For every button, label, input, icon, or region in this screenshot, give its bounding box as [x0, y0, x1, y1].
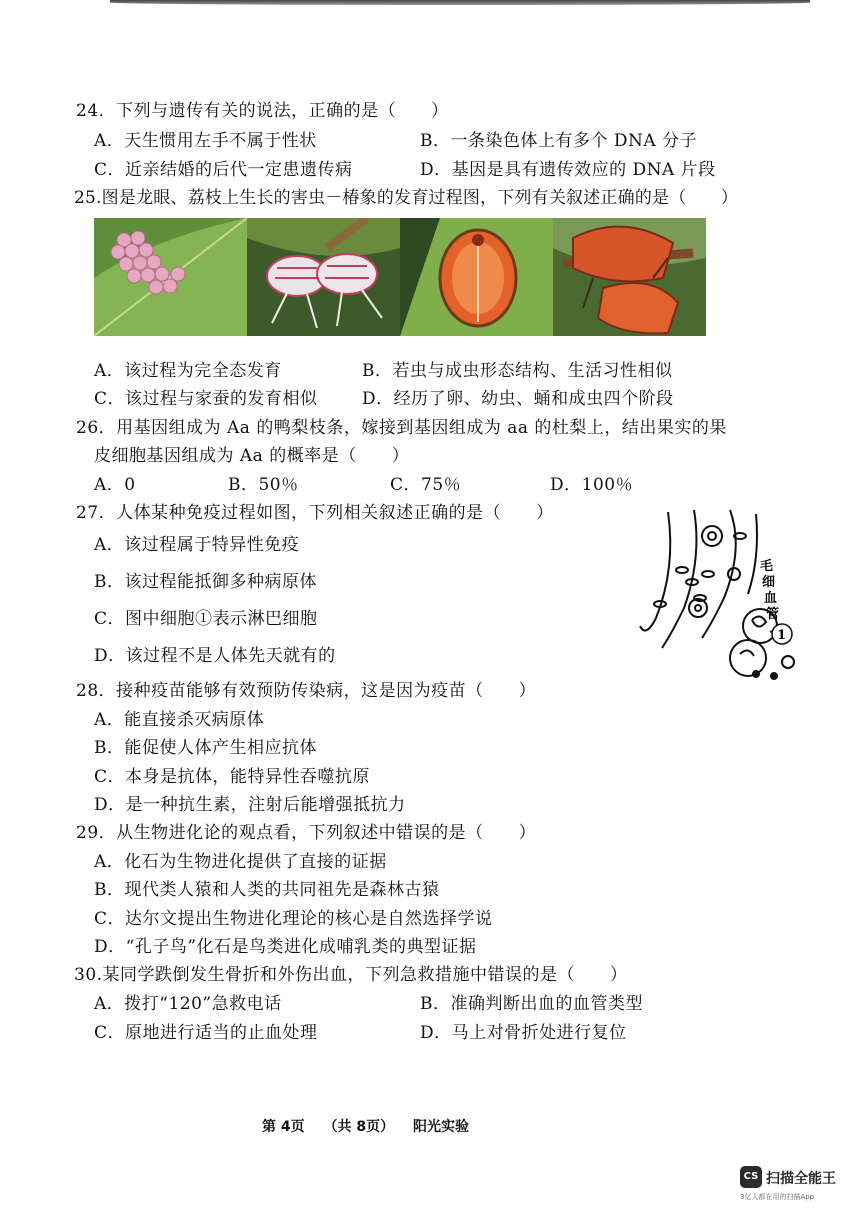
- capillary-label-3: 血: [764, 591, 778, 606]
- question-28-stem: 28．接种疫苗能够有效预防传染病，这是因为疫苗（ ）: [76, 681, 537, 701]
- scanner-tagline: 3亿人都在用的扫描App: [740, 1193, 815, 1201]
- late-nymph-photo: [400, 218, 553, 336]
- early-nymph-photo: [247, 218, 400, 336]
- question-29-option-c: C．达尔文提出生物进化理论的核心是自然选择学说: [94, 909, 493, 929]
- question-28-option-c: C．本身是抗体，能特异性吞噬抗原: [94, 767, 371, 787]
- question-24-stem: 24．下列与遗传有关的说法，正确的是（ ）: [76, 101, 449, 121]
- page-number: 第 4页: [262, 1119, 305, 1135]
- camscanner-logo-icon: CS: [740, 1166, 762, 1188]
- question-26-option-d: D．100％: [550, 475, 634, 495]
- question-28-option-b: B．能促使人体产生相应抗体: [94, 738, 317, 758]
- capillary-label-2: 细: [762, 575, 776, 590]
- question-30-option-c: C．原地进行适当的止血处理: [94, 1023, 318, 1043]
- cell-number-label: 1: [777, 628, 787, 643]
- question-29-stem: 29．从生物进化论的观点看，下列叙述中错误的是（ ）: [76, 823, 537, 843]
- question-27-stem: 27．人体某种免疫过程如图，下列相关叙述正确的是（ ）: [76, 503, 554, 523]
- question-25-option-a: A．该过程为完全态发育: [94, 361, 282, 381]
- question-27-option-b: B．该过程能抵御多种病原体: [94, 572, 317, 592]
- scanner-app-name: 扫描全能王: [766, 1171, 836, 1187]
- question-25-stem: 25.图是龙眼、荔枝上生长的害虫－椿象的发育过程图，下列有关叙述正确的是（ ）: [74, 188, 739, 208]
- scanner-watermark: [740, 1166, 850, 1206]
- question-30-stem: 30.某同学跌倒发生骨折和外伤出血，下列急救措施中错误的是（ ）: [74, 965, 628, 985]
- question-25-option-c: C．该过程与家蚕的发育相似: [94, 389, 318, 409]
- question-27-option-c: C．图中细胞①表示淋巴细胞: [94, 609, 318, 629]
- question-25-option-b: B．若虫与成虫形态结构、生活习性相似: [362, 361, 673, 381]
- question-29-option-a: A．化石为生物进化提供了直接的证据: [94, 852, 387, 872]
- question-26-option-c: C．75％: [390, 475, 462, 495]
- immune-process-diagram: [632, 508, 802, 680]
- question-29-option-b: B．现代类人猿和人类的共同祖先是森林古猿: [94, 880, 440, 900]
- question-26-option-b: B．50％: [228, 475, 299, 495]
- egg-photo: [94, 218, 247, 336]
- page-footer: [262, 1116, 483, 1136]
- question-30-option-b: B．准确判断出血的血管类型: [420, 994, 643, 1014]
- capillary-label-4: 管: [766, 607, 780, 622]
- question-24-option-b: B．一条染色体上有多个 DNA 分子: [420, 131, 698, 151]
- question-26-stem-line2: 皮细胞基因组成为 Aa 的概率是（ ）: [94, 446, 410, 466]
- capillary-label-1: 毛: [760, 559, 774, 574]
- stinkbug-development-photos: [94, 218, 706, 336]
- exam-label: 阳光实验: [413, 1119, 469, 1135]
- page-total: （共 8页）: [323, 1119, 395, 1135]
- adult-bug-photo: [553, 218, 706, 336]
- question-24-option-a: A．天生惯用左手不属于性状: [94, 131, 317, 151]
- scan-top-edge: [110, 0, 810, 5]
- question-28-option-d: D．是一种抗生素，注射后能增强抵抗力: [94, 795, 406, 815]
- question-30-option-d: D．马上对骨折处进行复位: [420, 1023, 627, 1043]
- question-25-option-d: D．经历了卵、幼虫、蛹和成虫四个阶段: [362, 389, 674, 409]
- question-29-option-d: D．“孔子鸟”化石是鸟类进化成哺乳类的典型证据: [94, 937, 477, 957]
- question-24-option-c: C．近亲结婚的后代一定患遗传病: [94, 160, 353, 180]
- question-26-stem-line1: 26．用基因组成为 Aa 的鸭梨枝条，嫁接到基因组成为 aa 的杜梨上，结出果实的果: [76, 418, 727, 438]
- question-27-option-a: A．该过程属于特异性免疫: [94, 535, 300, 555]
- question-28-option-a: A．能直接杀灭病原体: [94, 710, 265, 730]
- question-26-option-a: A．0: [94, 475, 136, 495]
- question-30-option-a: A．拨打“120”急救电话: [94, 994, 282, 1014]
- question-24-option-d: D．基因是具有遗传效应的 DNA 片段: [420, 160, 716, 180]
- question-27-option-d: D．该过程不是人体先天就有的: [94, 646, 336, 666]
